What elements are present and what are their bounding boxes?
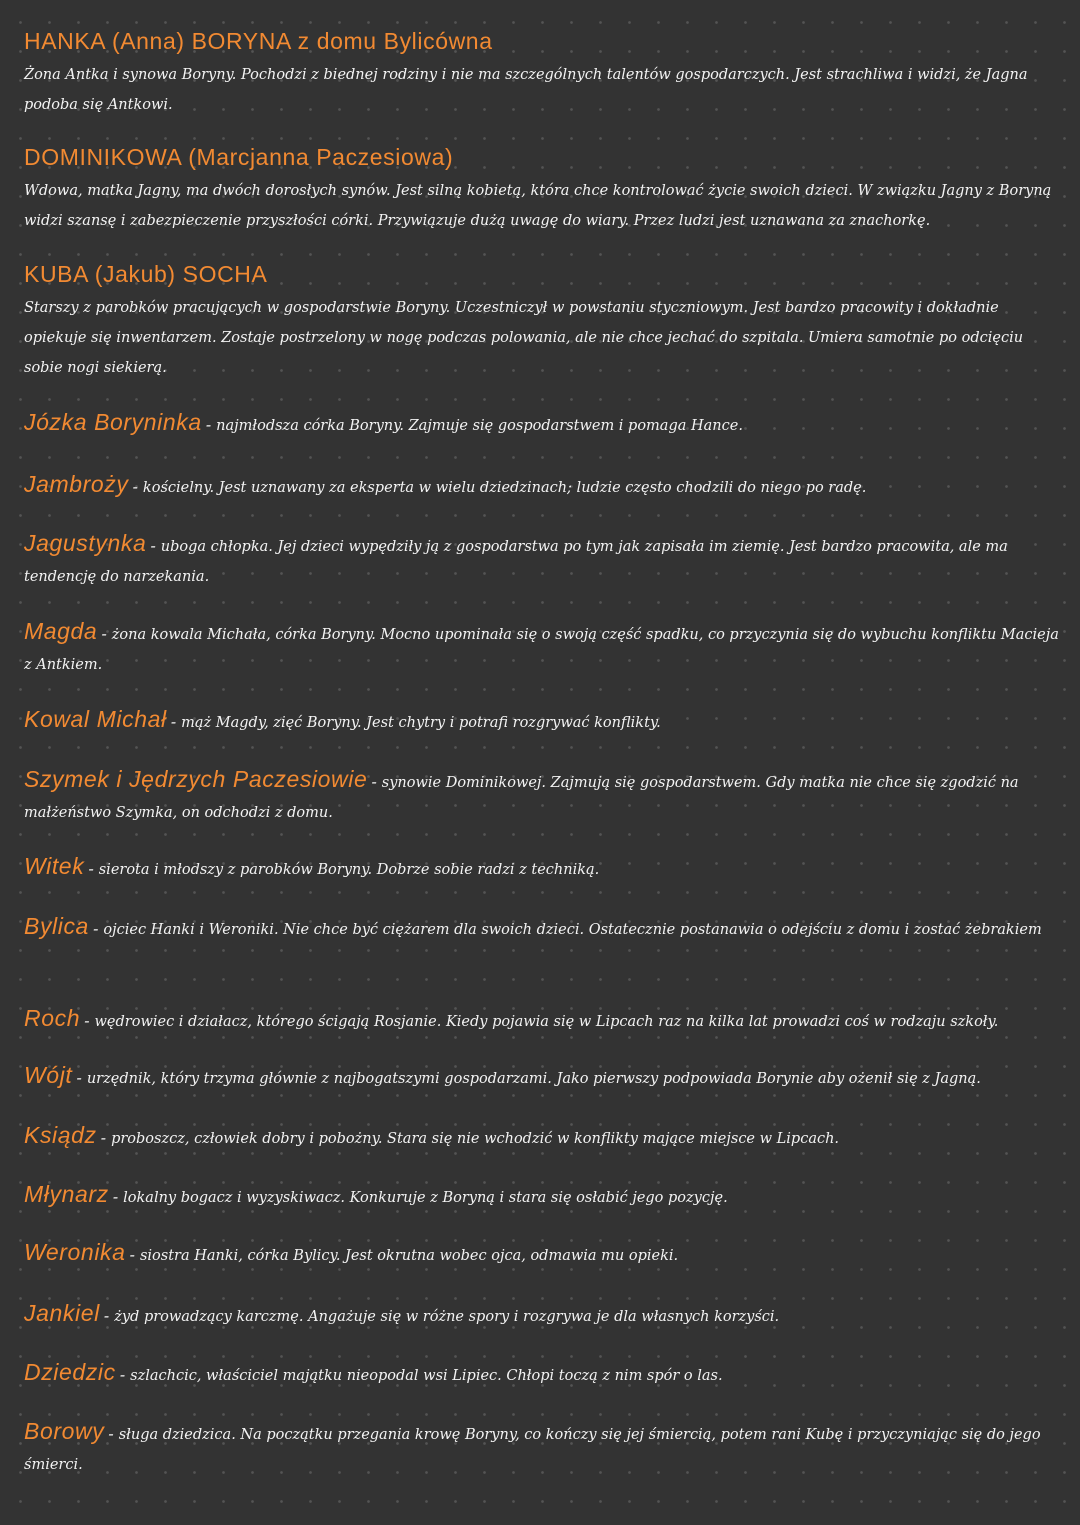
character-name: Jankiel: [24, 1300, 100, 1326]
character-entry-kowal-michal: [24, 704, 1060, 738]
character-name: Roch: [24, 1005, 81, 1031]
character-description: Żona Antka i synowa Boryny. Pochodzi z biednej rodziny i nie ma szczególnych talentów gospodarczych. Jest strachliwa i widzi, że Jagna podoba się Antkowi.: [24, 67, 1028, 113]
dash-separator: -: [112, 1188, 119, 1206]
character-name: Dziedzic: [24, 1359, 116, 1385]
character-name: DOMINIKOWA (Marcjanna Paczesiowa): [24, 144, 454, 170]
character-description: szlachcic, właściciel majątku nieopodal wsi Lipiec. Chłopi toczą z nim spór o las.: [130, 1368, 723, 1384]
character-entry-mlynarz: [24, 1179, 1060, 1213]
character-entry-jagustynka: [24, 528, 1060, 592]
character-name: Szymek i Jędrzych Paczesiowie: [24, 766, 368, 792]
dash-separator: -: [76, 1069, 82, 1087]
character-entry-dziedzic: [24, 1357, 1060, 1391]
character-name: KUBA (Jakub) SOCHA: [24, 261, 268, 287]
character-entry-magda: [24, 616, 1060, 680]
character-description: żona kowala Michała, córka Boryny. Mocno upominała się o swoją część spadku, co przyczynia się do wybuchu konfliktu Macieja z Antkiem.: [24, 627, 1059, 673]
dash-separator: -: [108, 1425, 114, 1443]
character-name: Józka Boryninka: [24, 409, 202, 435]
dash-separator: -: [92, 920, 99, 938]
character-entry-dominikowa: [24, 142, 1060, 236]
character-description: siostra Hanki, córka Bylicy. Jest okrutna wobec ojca, odmawia mu opieki.: [139, 1248, 679, 1264]
character-entry-ksiadz: [24, 1120, 1060, 1154]
dash-separator: -: [205, 416, 212, 434]
dash-separator: -: [100, 1129, 107, 1147]
character-description: wędrowiec i działacz, którego ścigają Rosjanie. Kiedy pojawia się w Lipcach raz na kilka lat prowadzi coś w rodzaju szkoły.: [94, 1014, 999, 1030]
character-description: Starszy z parobków pracujących w gospodarstwie Boryny. Uczestniczył w powstaniu styczniowym. Jest bardzo pracowity i dokładnie opiekuje się inwentarzem. Zostaje postrzelony w nogę podczas polowania, ale nie chce jechać do szpitala. Umiera samotnie po odcięciu sobie nogi siekierą.: [24, 300, 1024, 376]
character-name: Witek: [24, 853, 85, 879]
character-entry-borowy: [24, 1416, 1060, 1480]
character-description: synowie Dominikowej. Zajmują się gospodarstwem. Gdy matka nie chce się zgodzić na małżeństwo Szymka, on odchodzi z domu.: [24, 775, 1019, 821]
character-description: sługa dziedzica. Na początku przegania krowę Boryny, co kończy się jej śmiercią, potem rani Kubę i przyczyniając się do jego śmierci.: [24, 1427, 1041, 1473]
character-description: Wdowa, matka Jagny, ma dwóch dorosłych synów. Jest silną kobietą, która chce kontrolować życie swoich dzieci. W związku Jagny z Boryną widzi szansę i zabezpieczenie przyszłości córki. Przywiązuje dużą uwagę do wiary. Przez ludzi jest uznawana za znachorkę.: [24, 183, 1052, 229]
character-entry-weronika: [24, 1237, 1060, 1271]
character-name: Jambroży: [24, 471, 129, 497]
dash-separator: -: [170, 713, 177, 731]
dash-separator: -: [101, 625, 107, 643]
character-entry-roch: [24, 1003, 1060, 1037]
character-entry-witek: [24, 851, 1060, 885]
character-description: proboszcz, człowiek dobry i pobożny. Stara się nie wchodzić w konflikty mające miejsce w Lipcach.: [111, 1131, 840, 1147]
character-entry-szymek-jedrzych: [24, 764, 1060, 828]
character-description: uboga chłopka. Jej dzieci wypędziły ją z gospodarstwa po tym jak zapisała im ziemię. Jest bardzo pracowita, ale ma tendencję do narzekania.: [24, 539, 1008, 585]
character-entry-kuba: [24, 259, 1060, 383]
character-description: najmłodsza córka Boryny. Zajmuje się gospodarstwem i pomaga Hance.: [216, 418, 743, 434]
character-name: Weronika: [24, 1239, 126, 1265]
character-description: sierota i młodszy z parobków Boryny. Dobrze sobie radzi z techniką.: [98, 862, 600, 878]
character-description: mąż Magdy, zięć Boryny. Jest chytry i potrafi rozgrywać konflikty.: [181, 715, 661, 731]
character-entry-jambrozy: [24, 469, 1060, 503]
character-name: Jagustynka: [24, 530, 147, 556]
dash-separator: -: [119, 1366, 126, 1384]
character-description: lokalny bogacz i wyzyskiwacz. Konkuruje z Boryną i stara się osłabić jego pozycję.: [123, 1190, 728, 1206]
character-name: Bylica: [24, 913, 89, 939]
character-entry-jozka: [24, 407, 1060, 441]
character-name: Młynarz: [24, 1181, 109, 1207]
dash-separator: -: [103, 1307, 110, 1325]
character-name: Kowal Michał: [24, 706, 167, 732]
character-name: Borowy: [24, 1418, 105, 1444]
character-description: urzędnik, który trzyma głównie z najbogatszymi gospodarzami. Jako pierwszy podpowiada Borynie aby ożenił się z Jagną.: [86, 1071, 981, 1087]
dash-separator: -: [132, 478, 138, 496]
dash-separator: -: [84, 1012, 90, 1030]
character-description: żyd prowadzący karczmę. Angażuje się w różne spory i rozgrywa je dla własnych korzyści.: [114, 1309, 780, 1325]
dash-separator: -: [371, 773, 377, 791]
character-entry-bylica: [24, 911, 1060, 945]
dash-separator: -: [150, 537, 156, 555]
character-description: kościelny. Jest uznawany za eksperta w wielu dziedzinach; ludzie często chodzili do niego po radę.: [142, 480, 867, 496]
character-name: Wójt: [24, 1062, 73, 1088]
dash-separator: -: [88, 860, 94, 878]
character-entry-wojt: [24, 1060, 1060, 1094]
character-name: HANKA (Anna) BORYNA z domu Bylicówna: [24, 28, 493, 54]
character-name: Ksiądz: [24, 1122, 97, 1148]
character-entry-jankiel: [24, 1298, 1060, 1332]
character-entry-hanka: [24, 26, 1060, 120]
character-description: ojciec Hanki i Weroniki. Nie chce być ciężarem dla swoich dzieci. Ostatecznie postanawia o odejściu z domu i zostać żebrakiem: [103, 922, 1042, 938]
dash-separator: -: [129, 1246, 135, 1264]
character-name: Magda: [24, 618, 98, 644]
